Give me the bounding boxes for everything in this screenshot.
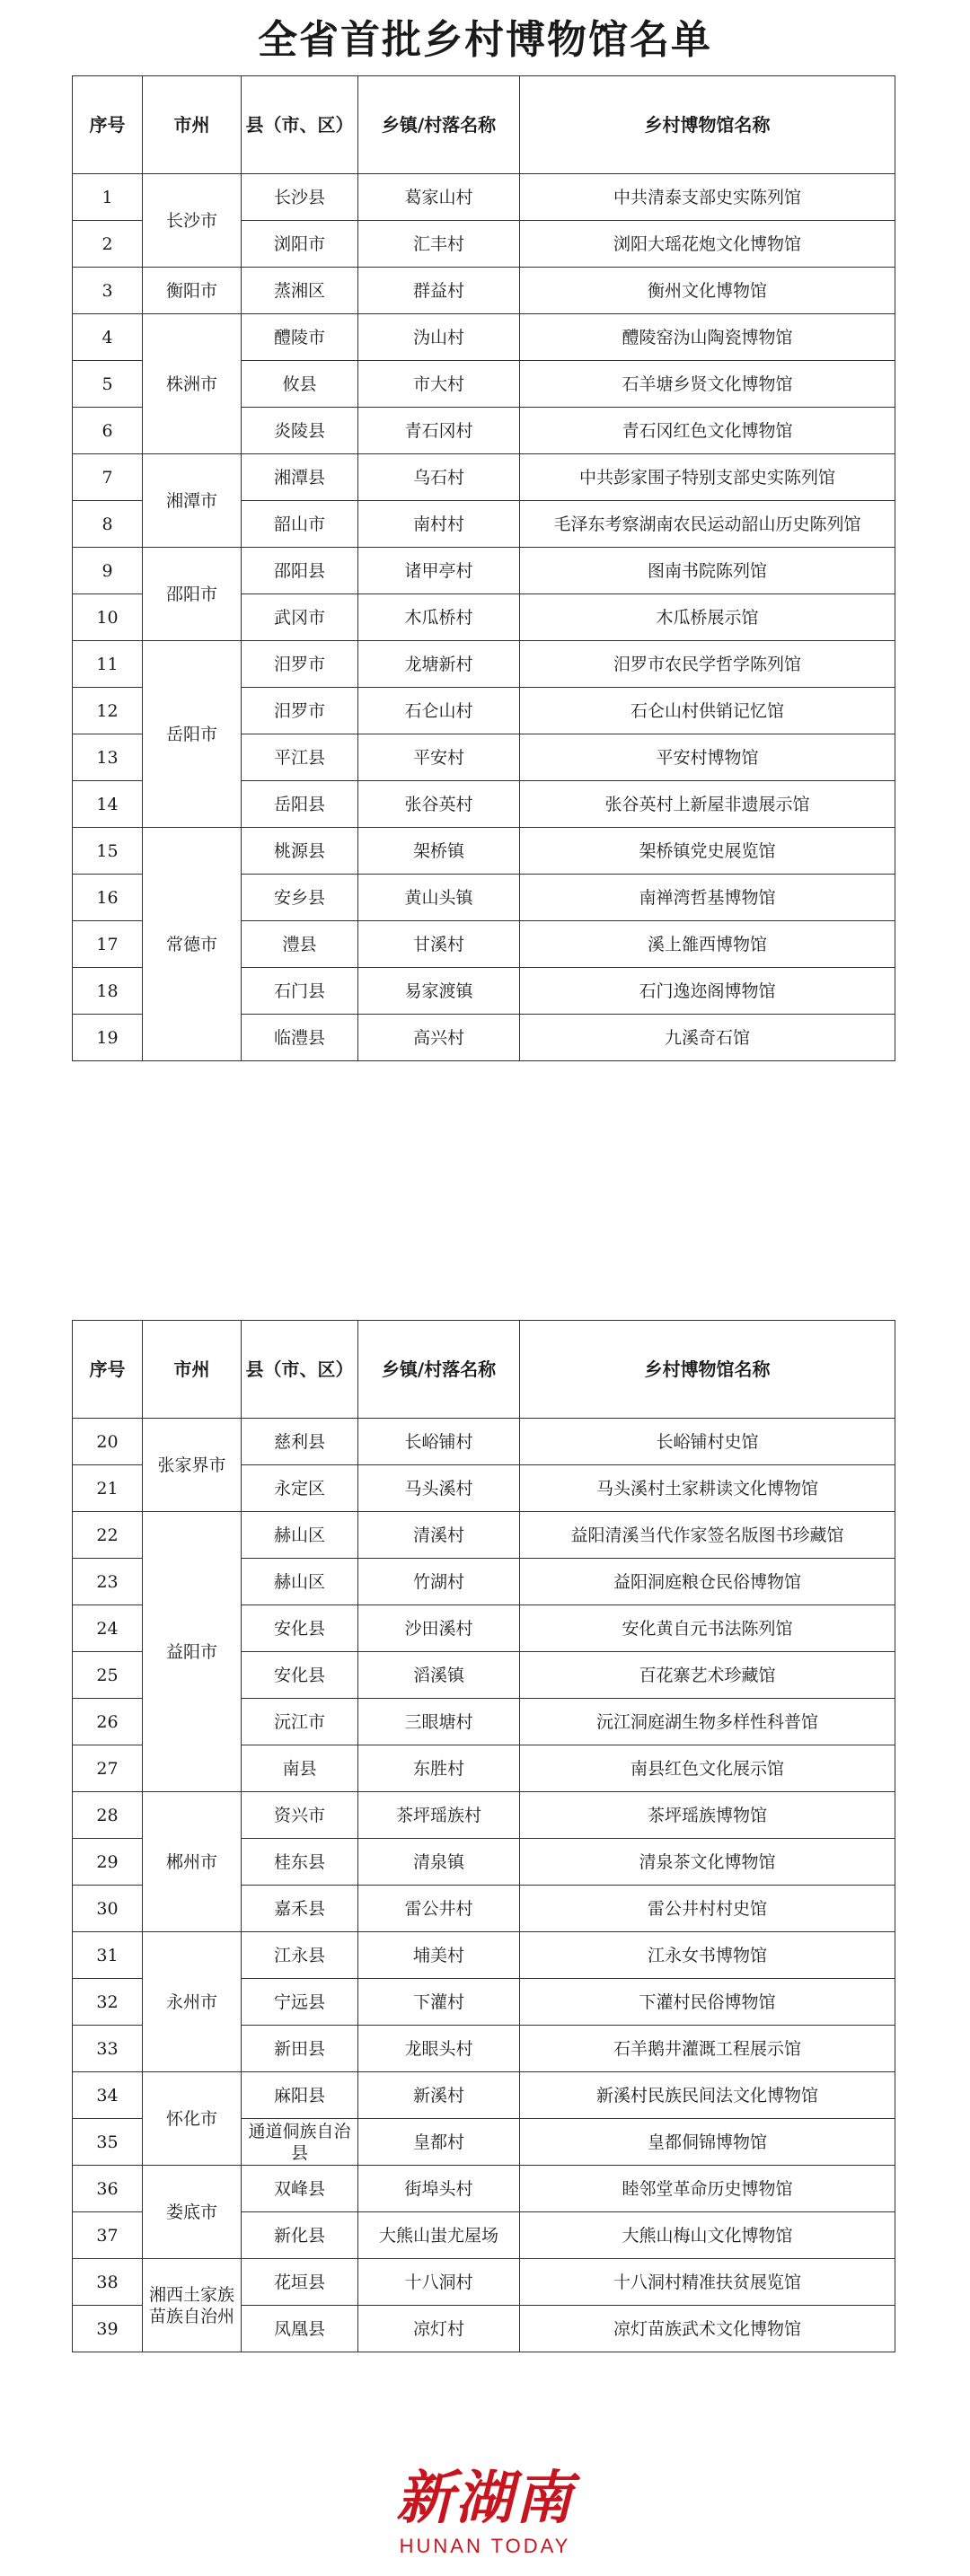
museum-name-cell: 木瓜桥展示馆: [520, 594, 895, 641]
museum-name-cell: 平安村博物馆: [520, 734, 895, 781]
table-row: [73, 548, 895, 594]
table-row: [73, 268, 895, 314]
hunan-today-logo: [0, 2465, 970, 2558]
city-cell: 湘西土家族苗族自治州: [143, 2259, 242, 2352]
county-cell: 永定区: [242, 1465, 358, 1512]
village-cell: 东胜村: [358, 1745, 520, 1792]
table-row: [73, 174, 895, 221]
row-number: 1: [73, 174, 143, 221]
village-cell: 葛家山村: [358, 174, 520, 221]
village-cell: 龙塘新村: [358, 641, 520, 688]
county-cell: 蒸湘区: [242, 268, 358, 314]
county-cell: 通道侗族自治县: [242, 2119, 358, 2166]
county-cell: 新田县: [242, 2026, 358, 2072]
table-row: [73, 1419, 895, 1465]
table-row: [73, 2072, 895, 2119]
village-cell: 甘溪村: [358, 921, 520, 968]
row-number: 6: [73, 408, 143, 454]
village-cell: 竹湖村: [358, 1559, 520, 1605]
museum-name-cell: 沅江洞庭湖生物多样性科普馆: [520, 1699, 895, 1745]
village-cell: 黄山头镇: [358, 875, 520, 921]
county-cell: 安化县: [242, 1605, 358, 1652]
county-cell: 赫山区: [242, 1512, 358, 1559]
museum-name-cell: 张谷英村上新屋非遗展示馆: [520, 781, 895, 828]
row-number: 38: [73, 2259, 143, 2306]
village-cell: 皇都村: [358, 2119, 520, 2166]
table-row: [73, 2259, 895, 2306]
row-number: 7: [73, 454, 143, 501]
village-cell: 清泉镇: [358, 1839, 520, 1886]
museum-name-cell: 浏阳大瑶花炮文化博物馆: [520, 221, 895, 268]
museum-name-cell: 中共清泰支部史实陈列馆: [520, 174, 895, 221]
row-number: 32: [73, 1979, 143, 2026]
table-header-row: [73, 76, 895, 174]
city-cell: 株洲市: [143, 314, 242, 454]
village-cell: 滔溪镇: [358, 1652, 520, 1699]
museum-name-cell: 毛泽东考察湖南农民运动韶山历史陈列馆: [520, 501, 895, 548]
row-number: 36: [73, 2166, 143, 2212]
row-number: 20: [73, 1419, 143, 1465]
city-cell: 长沙市: [143, 174, 242, 268]
museum-name-cell: 茶坪瑶族博物馆: [520, 1792, 895, 1839]
table-row: [73, 2166, 895, 2212]
village-cell: 群益村: [358, 268, 520, 314]
museum-name-cell: 石羊鹅井灌溉工程展示馆: [520, 2026, 895, 2072]
table-body: [73, 174, 895, 1061]
header-city: 市州: [143, 76, 242, 174]
village-cell: 马头溪村: [358, 1465, 520, 1512]
city-cell: 岳阳市: [143, 641, 242, 828]
museum-name-cell: 青石冈红色文化博物馆: [520, 408, 895, 454]
county-cell: 韶山市: [242, 501, 358, 548]
city-cell: 衡阳市: [143, 268, 242, 314]
header-village: 乡镇/村落名称: [358, 76, 520, 174]
village-cell: 平安村: [358, 734, 520, 781]
village-cell: 青石冈村: [358, 408, 520, 454]
row-number: 26: [73, 1699, 143, 1745]
county-cell: 汨罗市: [242, 688, 358, 734]
village-cell: 张谷英村: [358, 781, 520, 828]
city-cell: 湘潭市: [143, 454, 242, 548]
city-cell: 怀化市: [143, 2072, 242, 2166]
village-cell: 汇丰村: [358, 221, 520, 268]
county-cell: 浏阳市: [242, 221, 358, 268]
row-number: 15: [73, 828, 143, 875]
row-number: 25: [73, 1652, 143, 1699]
header-city: 市州: [143, 1321, 242, 1419]
row-number: 14: [73, 781, 143, 828]
county-cell: 花垣县: [242, 2259, 358, 2306]
village-cell: 沩山村: [358, 314, 520, 361]
village-cell: 凉灯村: [358, 2306, 520, 2352]
county-cell: 长沙县: [242, 174, 358, 221]
row-number: 29: [73, 1839, 143, 1886]
table-row: [73, 314, 895, 361]
row-number: 3: [73, 268, 143, 314]
row-number: 12: [73, 688, 143, 734]
county-cell: 资兴市: [242, 1792, 358, 1839]
museum-table-1: [72, 75, 895, 1061]
museum-name-cell: 益阳清溪当代作家签名版图书珍藏馆: [520, 1512, 895, 1559]
county-cell: 桂东县: [242, 1839, 358, 1886]
county-cell: 邵阳县: [242, 548, 358, 594]
table-row: [73, 828, 895, 875]
village-cell: 埔美村: [358, 1932, 520, 1979]
village-cell: 架桥镇: [358, 828, 520, 875]
museum-name-cell: 醴陵窑沩山陶瓷博物馆: [520, 314, 895, 361]
museum-name-cell: 中共彭家围子特别支部史实陈列馆: [520, 454, 895, 501]
museum-name-cell: 石羊塘乡贤文化博物馆: [520, 361, 895, 408]
county-cell: 双峰县: [242, 2166, 358, 2212]
row-number: 31: [73, 1932, 143, 1979]
city-cell: 郴州市: [143, 1792, 242, 1932]
header-village: 乡镇/村落名称: [358, 1321, 520, 1419]
county-cell: 桃源县: [242, 828, 358, 875]
row-number: 28: [73, 1792, 143, 1839]
village-cell: 市大村: [358, 361, 520, 408]
table-header-row: [73, 1321, 895, 1419]
museum-name-cell: 汨罗市农民学哲学陈列馆: [520, 641, 895, 688]
row-number: 23: [73, 1559, 143, 1605]
row-number: 39: [73, 2306, 143, 2352]
village-cell: 易家渡镇: [358, 968, 520, 1015]
museum-name-cell: 新溪村民族民间法文化博物馆: [520, 2072, 895, 2119]
row-number: 33: [73, 2026, 143, 2072]
city-cell: 永州市: [143, 1932, 242, 2072]
village-cell: 长峪铺村: [358, 1419, 520, 1465]
header-museum: 乡村博物馆名称: [520, 76, 895, 174]
row-number: 37: [73, 2212, 143, 2259]
county-cell: 醴陵市: [242, 314, 358, 361]
museum-name-cell: 益阳洞庭粮仓民俗博物馆: [520, 1559, 895, 1605]
county-cell: 慈利县: [242, 1419, 358, 1465]
row-number: 18: [73, 968, 143, 1015]
county-cell: 江永县: [242, 1932, 358, 1979]
village-cell: 南村村: [358, 501, 520, 548]
row-number: 16: [73, 875, 143, 921]
row-number: 19: [73, 1015, 143, 1061]
row-number: 2: [73, 221, 143, 268]
row-number: 10: [73, 594, 143, 641]
village-cell: 木瓜桥村: [358, 594, 520, 641]
museum-name-cell: 石门逸迩阁博物馆: [520, 968, 895, 1015]
village-cell: 龙眼头村: [358, 2026, 520, 2072]
county-cell: 宁远县: [242, 1979, 358, 2026]
village-cell: 沙田溪村: [358, 1605, 520, 1652]
header-county: 县（市、区）: [242, 76, 358, 174]
county-cell: 临澧县: [242, 1015, 358, 1061]
row-number: 5: [73, 361, 143, 408]
table-row: [73, 1932, 895, 1979]
table-row: [73, 1792, 895, 1839]
county-cell: 汨罗市: [242, 641, 358, 688]
table-row: [73, 1512, 895, 1559]
row-number: 30: [73, 1886, 143, 1932]
museum-name-cell: 雷公井村村史馆: [520, 1886, 895, 1932]
county-cell: 炎陵县: [242, 408, 358, 454]
county-cell: 安乡县: [242, 875, 358, 921]
county-cell: 嘉禾县: [242, 1886, 358, 1932]
village-cell: 茶坪瑶族村: [358, 1792, 520, 1839]
village-cell: 诸甲亭村: [358, 548, 520, 594]
city-cell: 益阳市: [143, 1512, 242, 1792]
table-body: [73, 1419, 895, 2352]
header-no: 序号: [73, 76, 143, 174]
museum-name-cell: 十八洞村精准扶贫展览馆: [520, 2259, 895, 2306]
museum-name-cell: 清泉茶文化博物馆: [520, 1839, 895, 1886]
city-cell: 张家界市: [143, 1419, 242, 1512]
city-cell: 娄底市: [143, 2166, 242, 2259]
county-cell: 武冈市: [242, 594, 358, 641]
village-cell: 雷公井村: [358, 1886, 520, 1932]
header-no: 序号: [73, 1321, 143, 1419]
row-number: 4: [73, 314, 143, 361]
county-cell: 澧县: [242, 921, 358, 968]
museum-name-cell: 百花寨艺术珍藏馆: [520, 1652, 895, 1699]
county-cell: 攸县: [242, 361, 358, 408]
museum-name-cell: 九溪奇石馆: [520, 1015, 895, 1061]
row-number: 17: [73, 921, 143, 968]
county-cell: 南县: [242, 1745, 358, 1792]
museum-name-cell: 长峪铺村史馆: [520, 1419, 895, 1465]
museum-name-cell: 石仑山村供销记忆馆: [520, 688, 895, 734]
logo-text: 新湖南: [396, 2466, 574, 2532]
museum-name-cell: 溪上雒西博物馆: [520, 921, 895, 968]
header-county: 县（市、区）: [242, 1321, 358, 1419]
city-cell: 常德市: [143, 828, 242, 1061]
museum-name-cell: 大熊山梅山文化博物馆: [520, 2212, 895, 2259]
museum-table-2: [72, 1320, 895, 2352]
county-cell: 新化县: [242, 2212, 358, 2259]
row-number: 27: [73, 1745, 143, 1792]
county-cell: 麻阳县: [242, 2072, 358, 2119]
page-title: 全省首批乡村博物馆名单: [258, 17, 712, 63]
logo-subtext: HUNAN TODAY: [399, 2535, 571, 2557]
row-number: 8: [73, 501, 143, 548]
village-cell: 三眼塘村: [358, 1699, 520, 1745]
village-cell: 高兴村: [358, 1015, 520, 1061]
table-row: [73, 454, 895, 501]
museum-name-cell: 江永女书博物馆: [520, 1932, 895, 1979]
row-number: 24: [73, 1605, 143, 1652]
museum-name-cell: 凉灯苗族武术文化博物馆: [520, 2306, 895, 2352]
county-cell: 安化县: [242, 1652, 358, 1699]
table-row: [73, 641, 895, 688]
museum-name-cell: 南县红色文化展示馆: [520, 1745, 895, 1792]
museum-name-cell: 马头溪村土家耕读文化博物馆: [520, 1465, 895, 1512]
museum-name-cell: 图南书院陈列馆: [520, 548, 895, 594]
county-cell: 石门县: [242, 968, 358, 1015]
row-number: 13: [73, 734, 143, 781]
village-cell: 十八洞村: [358, 2259, 520, 2306]
city-cell: 邵阳市: [143, 548, 242, 641]
village-cell: 大熊山蚩尤屋场: [358, 2212, 520, 2259]
row-number: 35: [73, 2119, 143, 2166]
row-number: 21: [73, 1465, 143, 1512]
village-cell: 街埠头村: [358, 2166, 520, 2212]
county-cell: 平江县: [242, 734, 358, 781]
museum-name-cell: 衡州文化博物馆: [520, 268, 895, 314]
village-cell: 新溪村: [358, 2072, 520, 2119]
county-cell: 岳阳县: [242, 781, 358, 828]
village-cell: 清溪村: [358, 1512, 520, 1559]
museum-name-cell: 皇都侗锦博物馆: [520, 2119, 895, 2166]
village-cell: 下灌村: [358, 1979, 520, 2026]
county-cell: 凤凰县: [242, 2306, 358, 2352]
county-cell: 沅江市: [242, 1699, 358, 1745]
museum-name-cell: 睦邻堂革命历史博物馆: [520, 2166, 895, 2212]
row-number: 22: [73, 1512, 143, 1559]
county-cell: 湘潭县: [242, 454, 358, 501]
museum-name-cell: 架桥镇党史展览馆: [520, 828, 895, 875]
county-cell: 赫山区: [242, 1559, 358, 1605]
village-cell: 石仑山村: [358, 688, 520, 734]
museum-name-cell: 下灌村民俗博物馆: [520, 1979, 895, 2026]
museum-name-cell: 安化黄自元书法陈列馆: [520, 1605, 895, 1652]
village-cell: 乌石村: [358, 454, 520, 501]
museum-name-cell: 南禅湾哲基博物馆: [520, 875, 895, 921]
row-number: 34: [73, 2072, 143, 2119]
row-number: 11: [73, 641, 143, 688]
header-museum: 乡村博物馆名称: [520, 1321, 895, 1419]
row-number: 9: [73, 548, 143, 594]
